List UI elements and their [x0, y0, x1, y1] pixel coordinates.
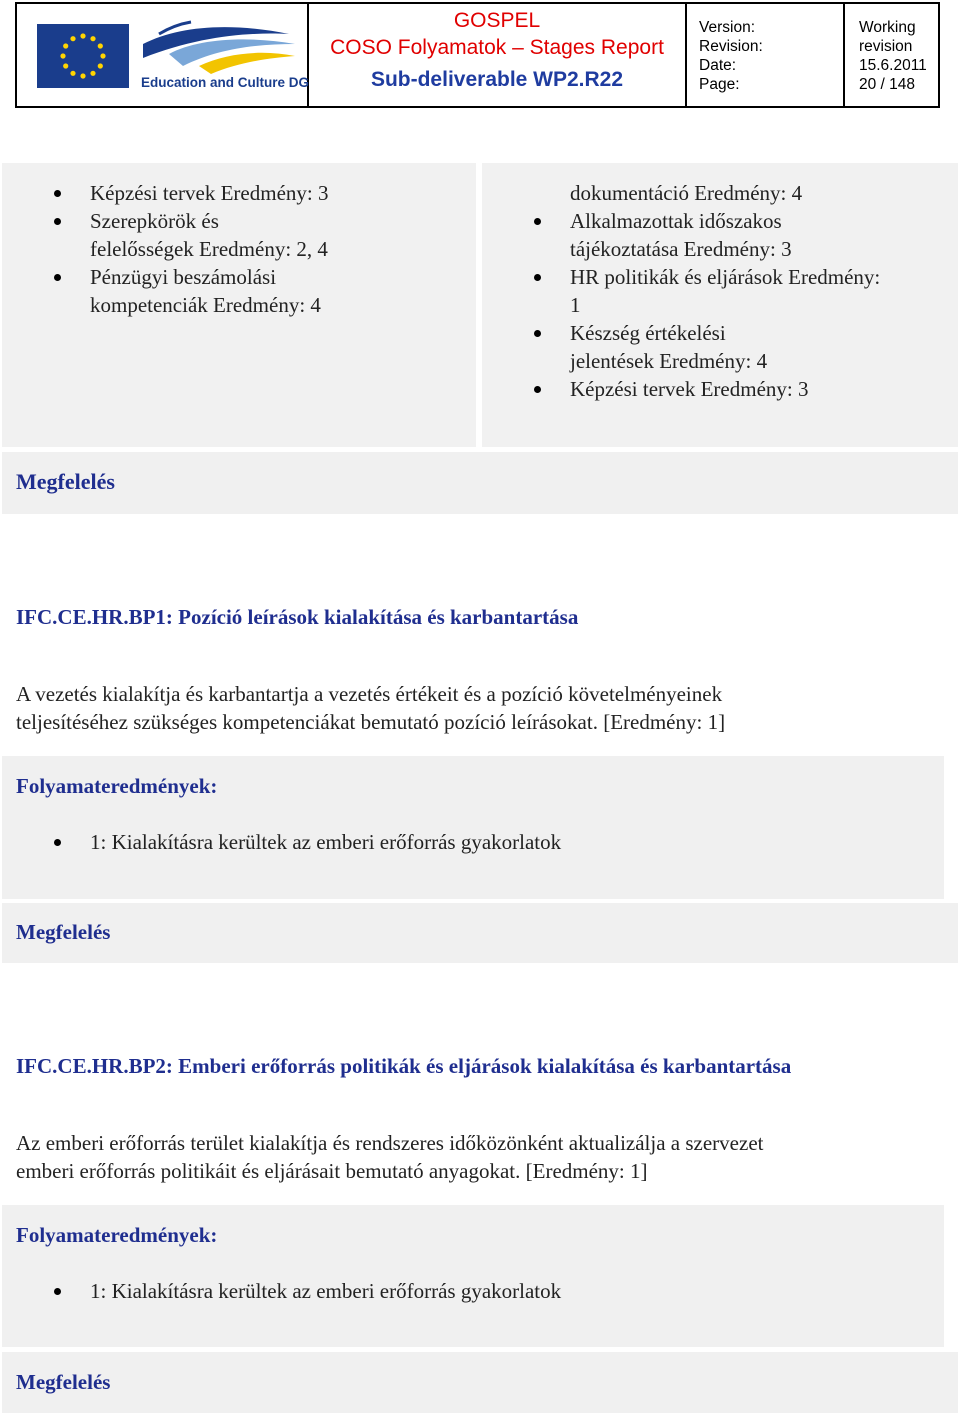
- outcomes-heading: Folyamateredmények:: [16, 1223, 218, 1247]
- list-continuation: dokumentáció Eredmény: 4: [570, 181, 803, 205]
- compliance-block-1: [2, 452, 958, 514]
- list-item: Szerepkörök és felelősségek Eredmény: 2, 4: [90, 207, 329, 263]
- right-bullet-list: [570, 207, 880, 403]
- bp2-outcomes-list: [90, 1277, 561, 1305]
- bullet-icon: [534, 274, 541, 281]
- meta-values: [845, 4, 938, 106]
- bp2-outcomes-block: [2, 1205, 944, 1347]
- left-column: [2, 163, 476, 447]
- bullet-icon: [54, 839, 61, 846]
- bp2-title: IFC.CE.HR.BP2: Emberi erőforrás politikák és eljárások kialakítása és karbantartása: [16, 1054, 792, 1078]
- list-item: 1: Kialakításra kerültek az emberi erőforrás gyakorlatok: [90, 1277, 561, 1305]
- revision-value: revision: [859, 38, 913, 55]
- list-item: HR politikák és eljárások Eredmény: 1: [570, 263, 880, 319]
- project-name: GOSPEL: [453, 9, 541, 32]
- eu-flag-icon: [37, 24, 129, 88]
- report-title: COSO Folyamatok – Stages Report: [330, 36, 664, 59]
- outcomes-heading: Folyamateredmények:: [16, 774, 218, 798]
- list-item: 1: Kialakításra kerültek az emberi erőforrás gyakorlatok: [90, 828, 561, 856]
- list-item: Képzési tervek Eredmény: 3: [90, 179, 329, 207]
- list-item: Képzési tervek Eredmény: 3: [570, 375, 880, 403]
- report-title-cell: [309, 4, 687, 106]
- bp1-outcomes-list: [90, 828, 561, 856]
- meta-labels: [687, 4, 845, 106]
- compliance-heading: Megfelelés: [16, 1370, 111, 1394]
- bp1-outcomes-block: [2, 756, 944, 899]
- revision-label: Revision:: [699, 38, 763, 55]
- compliance-heading: Megfelelés: [16, 469, 115, 494]
- version-value: Working: [859, 19, 916, 36]
- bp2-compliance-block: [2, 1352, 958, 1413]
- date-value: 15.6.2011: [859, 57, 927, 74]
- logo-caption: Education and Culture DG: [141, 75, 310, 90]
- list-item: Készség értékelési jelentések Eredmény: 4: [570, 319, 880, 375]
- deliverable-id: Sub-deliverable WP2.R22: [370, 68, 624, 91]
- list-item: Pénzügyi beszámolási kompetenciák Eredmény: 4: [90, 263, 329, 319]
- bullet-icon: [54, 1288, 61, 1295]
- bp2-description: Az emberi erőforrás terület kialakítja és rendszeres időközönként aktualizálja a szervezet emberi erőforrás politikáit és eljárásait bemutató anyagokat. [Eredmény: 1]: [16, 1131, 764, 1183]
- bullet-icon: [54, 218, 61, 225]
- date-label: Date:: [699, 57, 737, 74]
- list-item: Alkalmazottak időszakos tájékoztatása Eredmény: 3: [570, 207, 880, 263]
- left-bullet-list: [90, 179, 329, 319]
- page-label: Page:: [699, 76, 740, 93]
- page-value: 20 / 148: [859, 76, 916, 93]
- bullet-icon: [54, 190, 61, 197]
- bullet-icon: [534, 218, 541, 225]
- bp1-compliance-block: [2, 903, 958, 963]
- bp1-title: IFC.CE.HR.BP1: Pozíció leírások kialakítása és karbantartása: [16, 605, 579, 629]
- bullet-icon: [534, 386, 541, 393]
- right-column: [482, 163, 958, 447]
- bp1-description: A vezetés kialakítja és karbantartja a vezetés értékeit és a pozíció követelményeinek teljesítéséhez szükséges kompetenciákat bemutató pozíció leírásokat. [Eredmény: 1]: [16, 682, 726, 734]
- bullet-icon: [54, 274, 61, 281]
- version-label: Version:: [699, 19, 756, 36]
- document-header: [15, 2, 940, 108]
- bullet-icon: [534, 330, 541, 337]
- compliance-heading: Megfelelés: [16, 920, 111, 944]
- logo-cell: [17, 4, 309, 106]
